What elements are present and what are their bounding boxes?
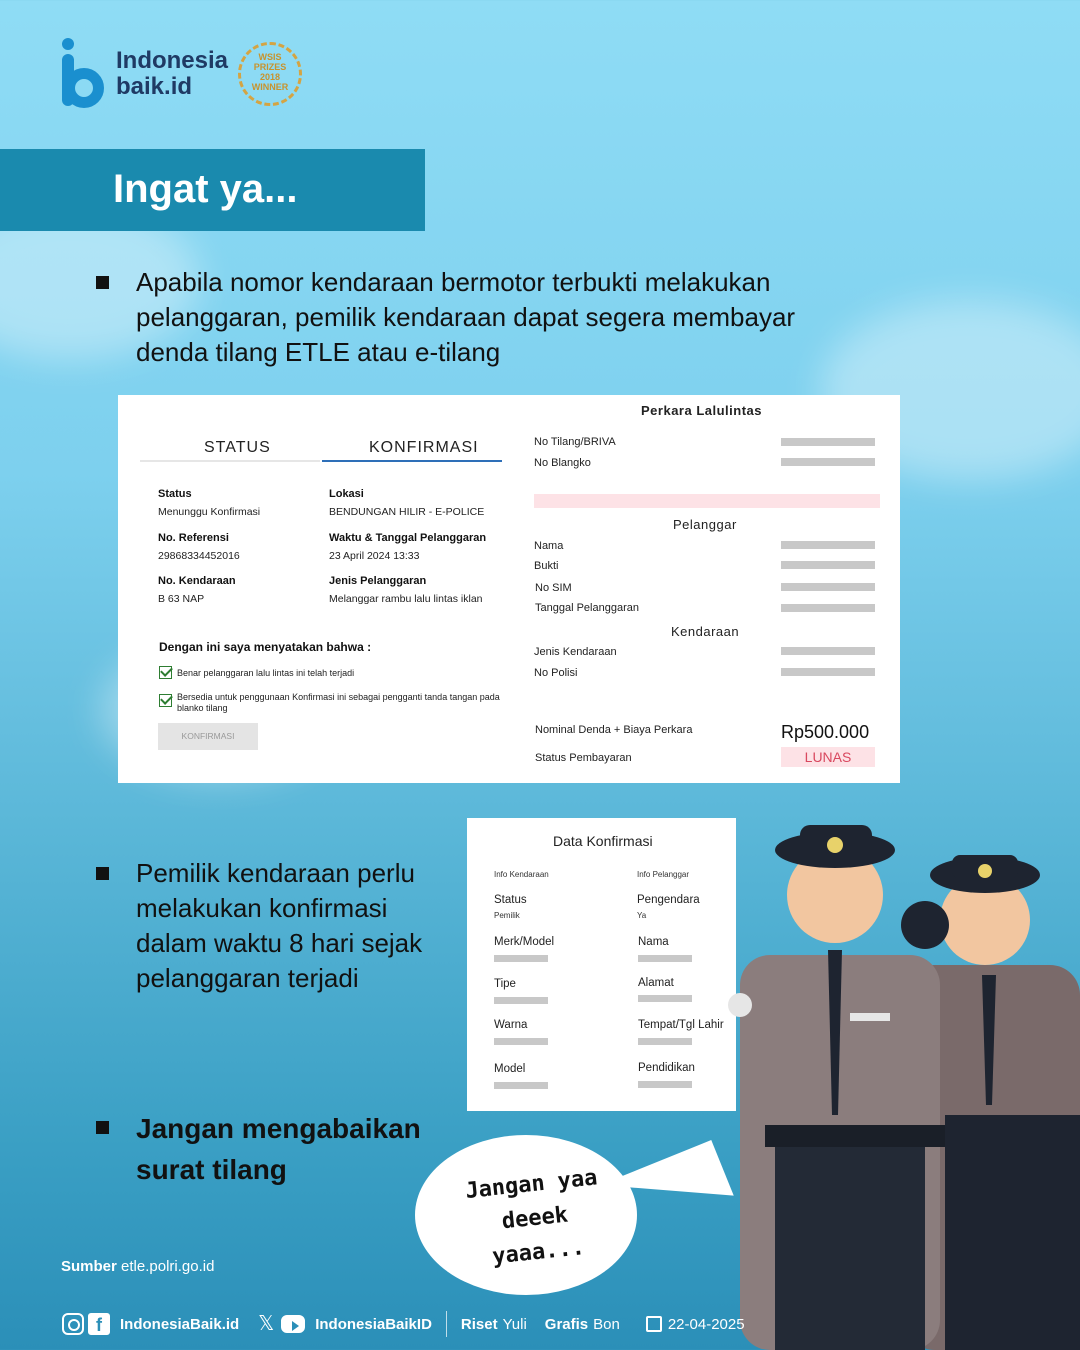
check-2-text: Bersedia untuk penggunaan Konfirmasi ini sebagai pengganti tanda tangan pada blanko tilang: [177, 692, 500, 713]
logo-mark-icon: [62, 38, 108, 110]
grafis-label: Grafis: [544, 1315, 589, 1333]
title-banner: [0, 149, 425, 231]
jenis-pelanggaran-label: Jenis Pelanggaran: [329, 575, 427, 587]
checkbox-1[interactable]: [159, 666, 172, 679]
status-label: Status: [494, 894, 527, 906]
source-value: etle.polri.go.id: [121, 1258, 215, 1275]
tipe-label: Tipe: [494, 978, 516, 990]
point-1: Apabila nomor kendaraan bermotor terbukti melakukan pelanggaran, pemilik kendaraan dapat segera membayar denda tilang ETLE atau e-tilang: [136, 267, 796, 367]
pengendara-label: Pengendara: [637, 894, 700, 906]
etle-status-card: [118, 395, 900, 783]
tanggal-label: Tanggal Pelanggaran: [535, 602, 639, 614]
redacted-bar: [781, 583, 875, 591]
no-sim-label: No SIM: [535, 582, 572, 594]
redacted-bar: [781, 458, 875, 466]
facebook-icon[interactable]: f: [88, 1313, 110, 1335]
highlight-strip: [534, 494, 880, 508]
award-badge: [238, 42, 302, 106]
redacted-bar: [781, 668, 875, 676]
page-title: Ingat ya...: [113, 167, 298, 211]
status-value: Pemilik: [494, 911, 520, 920]
no-tilang-label: No Tilang/BRIVA: [534, 436, 616, 448]
nominal-label: Nominal Denda + Biaya Perkara: [535, 724, 693, 736]
model-label: Model: [494, 1063, 526, 1075]
redacted-bar: [494, 1082, 548, 1089]
brand-name: [116, 48, 228, 100]
bullet-icon: [96, 867, 109, 880]
lokasi-label: Lokasi: [329, 488, 364, 500]
riset-name: Yuli: [502, 1315, 527, 1333]
konfirmasi-button[interactable]: KONFIRMASI: [158, 723, 258, 750]
lunas-badge: LUNAS: [781, 747, 875, 767]
grafis-name: Bon: [593, 1315, 620, 1333]
pelanggar-title: Pelanggar: [673, 517, 737, 532]
nama-label: Nama: [638, 936, 669, 948]
card2-title: Data Konfirmasi: [553, 833, 653, 849]
nominal-value: Rp500.000: [781, 722, 870, 742]
calendar-icon: [646, 1316, 662, 1332]
checkbox-2[interactable]: [159, 694, 172, 707]
pengendara-value: Ya: [637, 911, 647, 920]
instagram-icon[interactable]: [62, 1313, 84, 1335]
riset-label: Riset: [460, 1315, 498, 1333]
lokasi-value: BENDUNGAN HILIR - E-POLICE: [329, 506, 485, 518]
bubble-line-1: Jangan yaa: [464, 1165, 599, 1205]
x-twitter-icon[interactable]: 𝕏: [258, 1313, 275, 1335]
bullet-icon: [96, 276, 109, 289]
jenis-pelanggaran-value: Melanggar rambu lalu lintas iklan: [329, 593, 483, 605]
waktu-value: 23 April 2024 13:33: [329, 550, 420, 562]
redacted-bar: [781, 541, 875, 549]
waktu-label: Waktu & Tanggal Pelanggaran: [329, 532, 487, 544]
kendaraan-title: Kendaraan: [671, 624, 740, 639]
tab-status[interactable]: STATUS: [204, 439, 271, 456]
source-credit: [61, 1258, 214, 1275]
police-officers-illustration: [720, 815, 1080, 1350]
brand-name-line1: Indonesia: [116, 47, 229, 74]
warna-label: Warna: [494, 1019, 528, 1031]
perkara-title: Perkara Lalulintas: [641, 403, 762, 418]
speech-bubble-text: [445, 1159, 625, 1278]
merk-label: Merk/Model: [494, 936, 555, 948]
youtube-icon[interactable]: [281, 1315, 305, 1333]
check-1-text: Benar pelanggaran lalu lintas ini telah terjadi: [177, 668, 355, 678]
referensi-value: 29868334452016: [158, 550, 240, 562]
redacted-bar: [638, 955, 692, 962]
redacted-bar: [781, 561, 875, 569]
status-value: Menunggu Konfirmasi: [158, 506, 261, 518]
bukti-label: Bukti: [534, 560, 559, 572]
pendidikan-label: Pendidikan: [638, 1062, 695, 1074]
tab-active-indicator: [322, 460, 502, 462]
redacted-bar: [781, 647, 875, 655]
point-3: Jangan mengabaikan surat tilang: [136, 1113, 421, 1185]
social-handle-1[interactable]: IndonesiaBaik.id: [120, 1315, 240, 1333]
redacted-bar: [494, 997, 548, 1004]
kendaraan-value: B 63 NAP: [158, 593, 205, 605]
jenis-kendaraan-label: Jenis Kendaraan: [534, 646, 617, 658]
status-label: Status: [158, 488, 192, 500]
info-kendaraan-header: Info Kendaraan: [494, 870, 549, 879]
award-label: WINNER: [251, 82, 289, 92]
redacted-bar: [638, 1081, 692, 1088]
bubble-line-2: deeek yaaa...: [491, 1202, 586, 1270]
declaration-title: Dengan ini saya menyatakan bahwa :: [159, 640, 372, 654]
redacted-bar: [781, 438, 875, 446]
brand-name-line2: baik.id: [116, 73, 193, 100]
redacted-bar: [494, 1038, 548, 1045]
redacted-bar: [494, 955, 548, 962]
social-handle-2[interactable]: IndonesiaBaikID: [315, 1315, 432, 1333]
ttl-label: Tempat/Tgl Lahir: [638, 1019, 724, 1031]
alamat-label: Alamat: [638, 977, 674, 989]
data-konfirmasi-card: [467, 818, 736, 1111]
award-line1: WSIS: [258, 52, 282, 62]
publish-date: 22-04-2025: [667, 1315, 745, 1333]
redacted-bar: [638, 995, 692, 1002]
redacted-bar: [638, 1038, 692, 1045]
award-year: 2018: [260, 72, 281, 82]
point-2: Pemilik kendaraan perlu melakukan konfirmasi dalam waktu 8 hari sejak pelanggaran terjadi: [136, 858, 423, 993]
no-polisi-label: No Polisi: [534, 667, 578, 679]
tab-konfirmasi[interactable]: KONFIRMASI: [369, 439, 479, 456]
award-line2: PRIZES: [253, 62, 287, 72]
nama-label: Nama: [534, 540, 564, 552]
source-label: Sumber: [61, 1258, 117, 1275]
footer-divider: [446, 1311, 447, 1337]
info-pelanggar-header: Info Pelanggar: [637, 870, 690, 879]
referensi-label: No. Referensi: [158, 532, 229, 544]
kendaraan-label: No. Kendaraan: [158, 575, 236, 587]
no-blangko-label: No Blangko: [534, 457, 591, 469]
tab-divider: [140, 460, 320, 462]
brand-logo: [62, 38, 302, 110]
redacted-bar: [781, 604, 875, 612]
bullet-icon: [96, 1121, 109, 1134]
footer-bar: [62, 1310, 745, 1338]
status-pembayaran-label: Status Pembayaran: [535, 752, 632, 764]
